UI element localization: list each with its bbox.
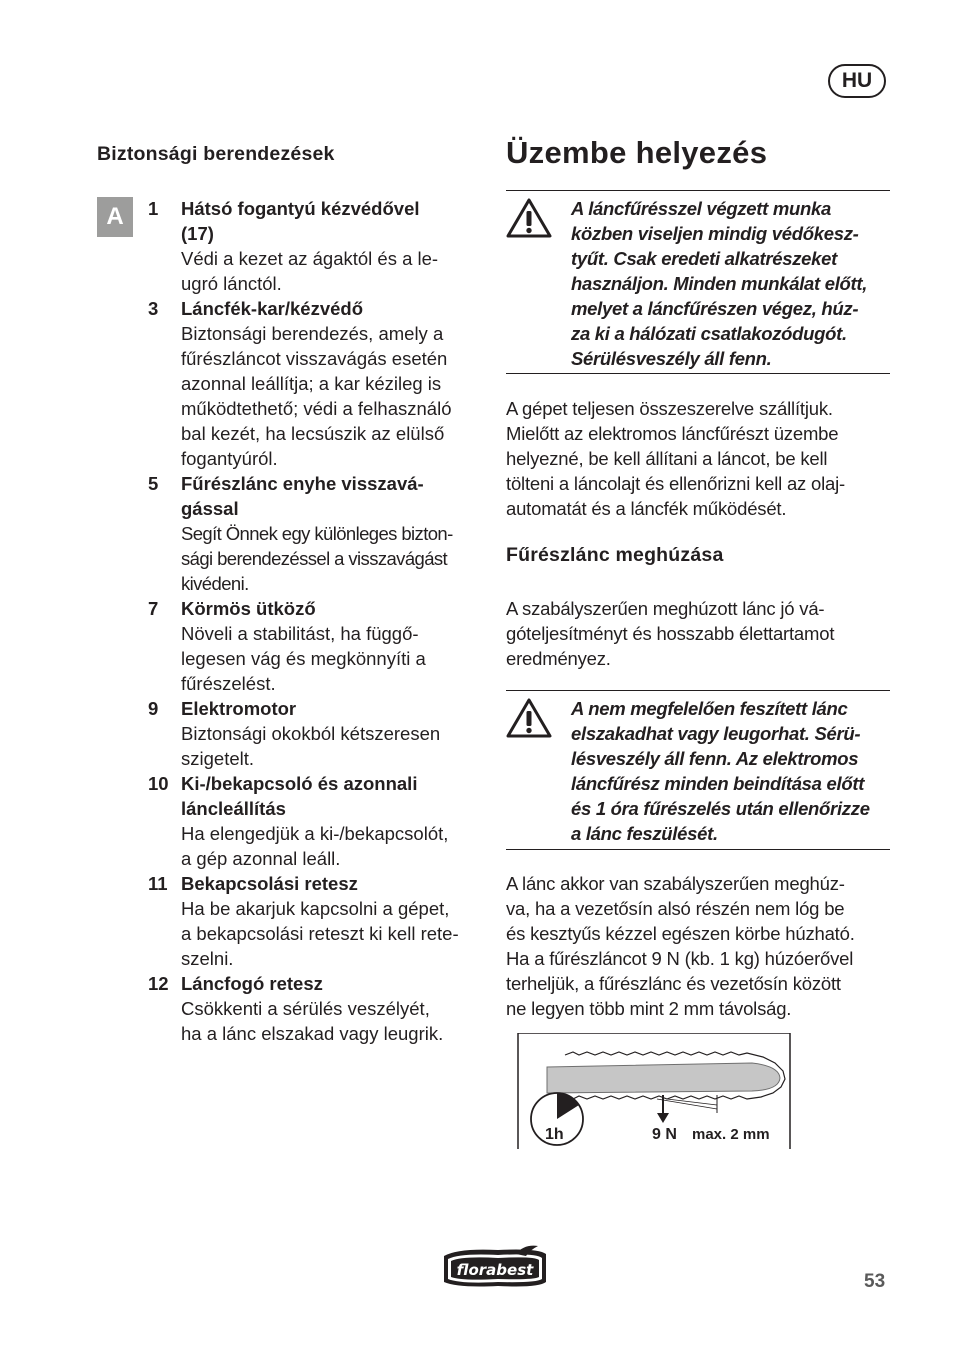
warning-line: A láncfűrésszel végzett munka xyxy=(571,198,831,219)
gap-label: max. 2 mm xyxy=(692,1126,770,1143)
item-desc-line: Védi a kezet az ágaktól és a le- xyxy=(181,248,439,269)
item-desc-line: kivédeni. xyxy=(181,573,249,594)
figure-section-marker: A xyxy=(97,197,133,237)
item-title xyxy=(181,771,488,821)
item-title-line: Ki-/bekapcsoló és azonnali xyxy=(181,773,418,794)
tension-paragraph xyxy=(506,596,890,671)
item-desc-line: sági berendezéssel a visszavágást xyxy=(181,548,448,569)
clock-label: 1h xyxy=(545,1126,564,1143)
warning-line: A nem megfelelően feszített lánc xyxy=(571,698,848,719)
warning-line: közben viseljen mindig védőkesz- xyxy=(571,223,859,244)
item-title: Láncfék-kar/kézvédő xyxy=(181,298,364,319)
language-badge: HU xyxy=(828,64,886,98)
page-number: 53 xyxy=(864,1271,886,1292)
chain-tension-diagram xyxy=(517,1033,791,1149)
item-desc-line: Csökkenti a sérülés veszélyét, xyxy=(181,998,430,1019)
item-number: 5 xyxy=(148,473,159,494)
paragraph-line: va, ha a vezetősín alsó részén nem lóg be xyxy=(506,898,845,919)
paragraph-line: Mielőtt az elektromos láncfűrészt üzembe xyxy=(506,423,839,444)
list-item xyxy=(148,596,488,696)
chain-tension-heading: Fűrészlánc meghúzása xyxy=(506,544,724,566)
force-label: 9 N xyxy=(652,1126,677,1143)
warning-box-chain xyxy=(506,690,890,850)
paragraph-line: terheljük, a fűrészlánc és vezetősín között xyxy=(506,973,841,994)
item-number: 11 xyxy=(148,873,168,894)
item-desc-line: bal kezét, ha lecsúszik az elülső xyxy=(181,423,445,444)
item-title xyxy=(181,471,488,521)
warning-triangle-icon xyxy=(506,197,552,239)
item-number: 9 xyxy=(148,698,159,719)
item-desc-line: Ha elengedjük a ki-/bekapcsolót, xyxy=(181,823,449,844)
list-item xyxy=(148,296,488,471)
warning-line: Sérülésveszély áll fenn. xyxy=(571,348,772,369)
paragraph-line: A gépet teljesen összeszerelve szállítjuk. xyxy=(506,398,833,419)
intro-paragraph xyxy=(506,396,890,521)
list-item xyxy=(148,696,488,771)
safety-devices-heading: Biztonsági berendezések xyxy=(97,143,335,165)
item-desc-line: azonnal leállítja; a kar kézileg is xyxy=(181,373,442,394)
item-desc-line: működtethető; védi a felhasználó xyxy=(181,398,452,419)
paragraph-line: eredményez. xyxy=(506,648,611,669)
item-desc-line: Biztonsági okokból kétszeresen xyxy=(181,723,441,744)
list-item xyxy=(148,471,488,596)
item-desc-line: fűrészláncot visszavágás esetén xyxy=(181,348,448,369)
paragraph-line: góteljesítményt és hosszabb élettartamot xyxy=(506,623,835,644)
item-desc-line: Segít Önnek egy különleges bizton- xyxy=(181,523,453,544)
warning-line: za ki a hálózati csatlakozódugót. xyxy=(571,323,847,344)
item-title: Bekapcsolási retesz xyxy=(181,873,358,894)
paragraph-line: automatát és a láncfék működését. xyxy=(506,498,787,519)
warning-line: elszakadhat vagy leugorhat. Sérü- xyxy=(571,723,861,744)
item-desc-line: Növeli a stabilitást, ha függő- xyxy=(181,623,419,644)
item-desc-line: fogantyúról. xyxy=(181,448,278,469)
item-number: 1 xyxy=(148,198,159,219)
item-number: 12 xyxy=(148,973,169,994)
warning-text xyxy=(571,196,893,371)
item-title-line: láncleállítás xyxy=(181,798,286,819)
item-number: 10 xyxy=(148,773,169,794)
item-desc-line: szigetelt. xyxy=(181,748,255,769)
warning-line: melyet a láncfűrészen végez, húz- xyxy=(571,298,859,319)
warning-line: lésveszély áll fenn. Az elektromos xyxy=(571,748,859,769)
item-desc-line: Ha be akarjuk kapcsolni a gépet, xyxy=(181,898,450,919)
list-item xyxy=(148,196,488,296)
paragraph-line: A szabályszerűen meghúzott lánc jó vá- xyxy=(506,598,825,619)
warning-line: és 1 óra fűrészelés után ellenőrizze xyxy=(571,798,870,819)
list-item xyxy=(148,871,488,971)
item-title: Körmös ütköző xyxy=(181,598,316,619)
item-desc-line: legesen vág és megkönnyíti a xyxy=(181,648,426,669)
tension-check-paragraph xyxy=(506,871,890,1021)
item-number: 3 xyxy=(148,298,159,319)
warning-line: láncfűrész minden beindítása előtt xyxy=(571,773,865,794)
warning-line: használjon. Minden munkálat előtt, xyxy=(571,273,868,294)
item-number: 7 xyxy=(148,598,159,619)
item-desc-line: a bekapcsolási reteszt ki kell rete- xyxy=(181,923,459,944)
item-desc-line: fűrészelést. xyxy=(181,673,276,694)
paragraph-line: tölteni a láncolajt és ellenőrizni kell az olaj- xyxy=(506,473,846,494)
paragraph-line: ne legyen több mint 2 mm távolság. xyxy=(506,998,792,1019)
item-title-line: gással xyxy=(181,498,239,519)
paragraph-line: helyezné, be kell állítani a láncot, be kell xyxy=(506,448,828,469)
paragraph-line: A lánc akkor van szabályszerűen meghúz- xyxy=(506,873,845,894)
warning-line: a lánc feszülését. xyxy=(571,823,718,844)
warning-box-gloves xyxy=(506,190,890,374)
list-item xyxy=(148,771,488,871)
item-title-line: Hátsó fogantyú kézvédővel xyxy=(181,198,420,219)
safety-devices-list xyxy=(148,196,488,1046)
item-title-line: Fűrészlánc enyhe visszavá- xyxy=(181,473,424,494)
item-title xyxy=(181,196,488,246)
warning-text xyxy=(571,696,893,846)
item-desc-line: ha a lánc elszakad vagy leugrik. xyxy=(181,1023,444,1044)
paragraph-line: Ha a fűrészláncot 9 N (kb. 1 kg) húzóerővel xyxy=(506,948,854,969)
list-item xyxy=(148,971,488,1046)
item-title-line: (17) xyxy=(181,223,214,244)
item-desc-line: ugró lánctól. xyxy=(181,273,282,294)
item-title: Láncfogó retesz xyxy=(181,973,323,994)
item-title: Elektromotor xyxy=(181,698,297,719)
warning-triangle-icon xyxy=(506,697,552,739)
logo-text: florabest xyxy=(456,1261,534,1279)
item-desc-line: a gép azonnal leáll. xyxy=(181,848,341,869)
item-desc-line: Biztonsági berendezés, amely a xyxy=(181,323,444,344)
warning-line: tyűt. Csak eredeti alkatrészeket xyxy=(571,248,837,269)
florabest-logo xyxy=(438,1244,552,1290)
page-title: Üzembe helyezés xyxy=(506,135,768,170)
item-desc-line: szelni. xyxy=(181,948,234,969)
paragraph-line: és kesztyűs kézzel egészen körbe húzható. xyxy=(506,923,855,944)
